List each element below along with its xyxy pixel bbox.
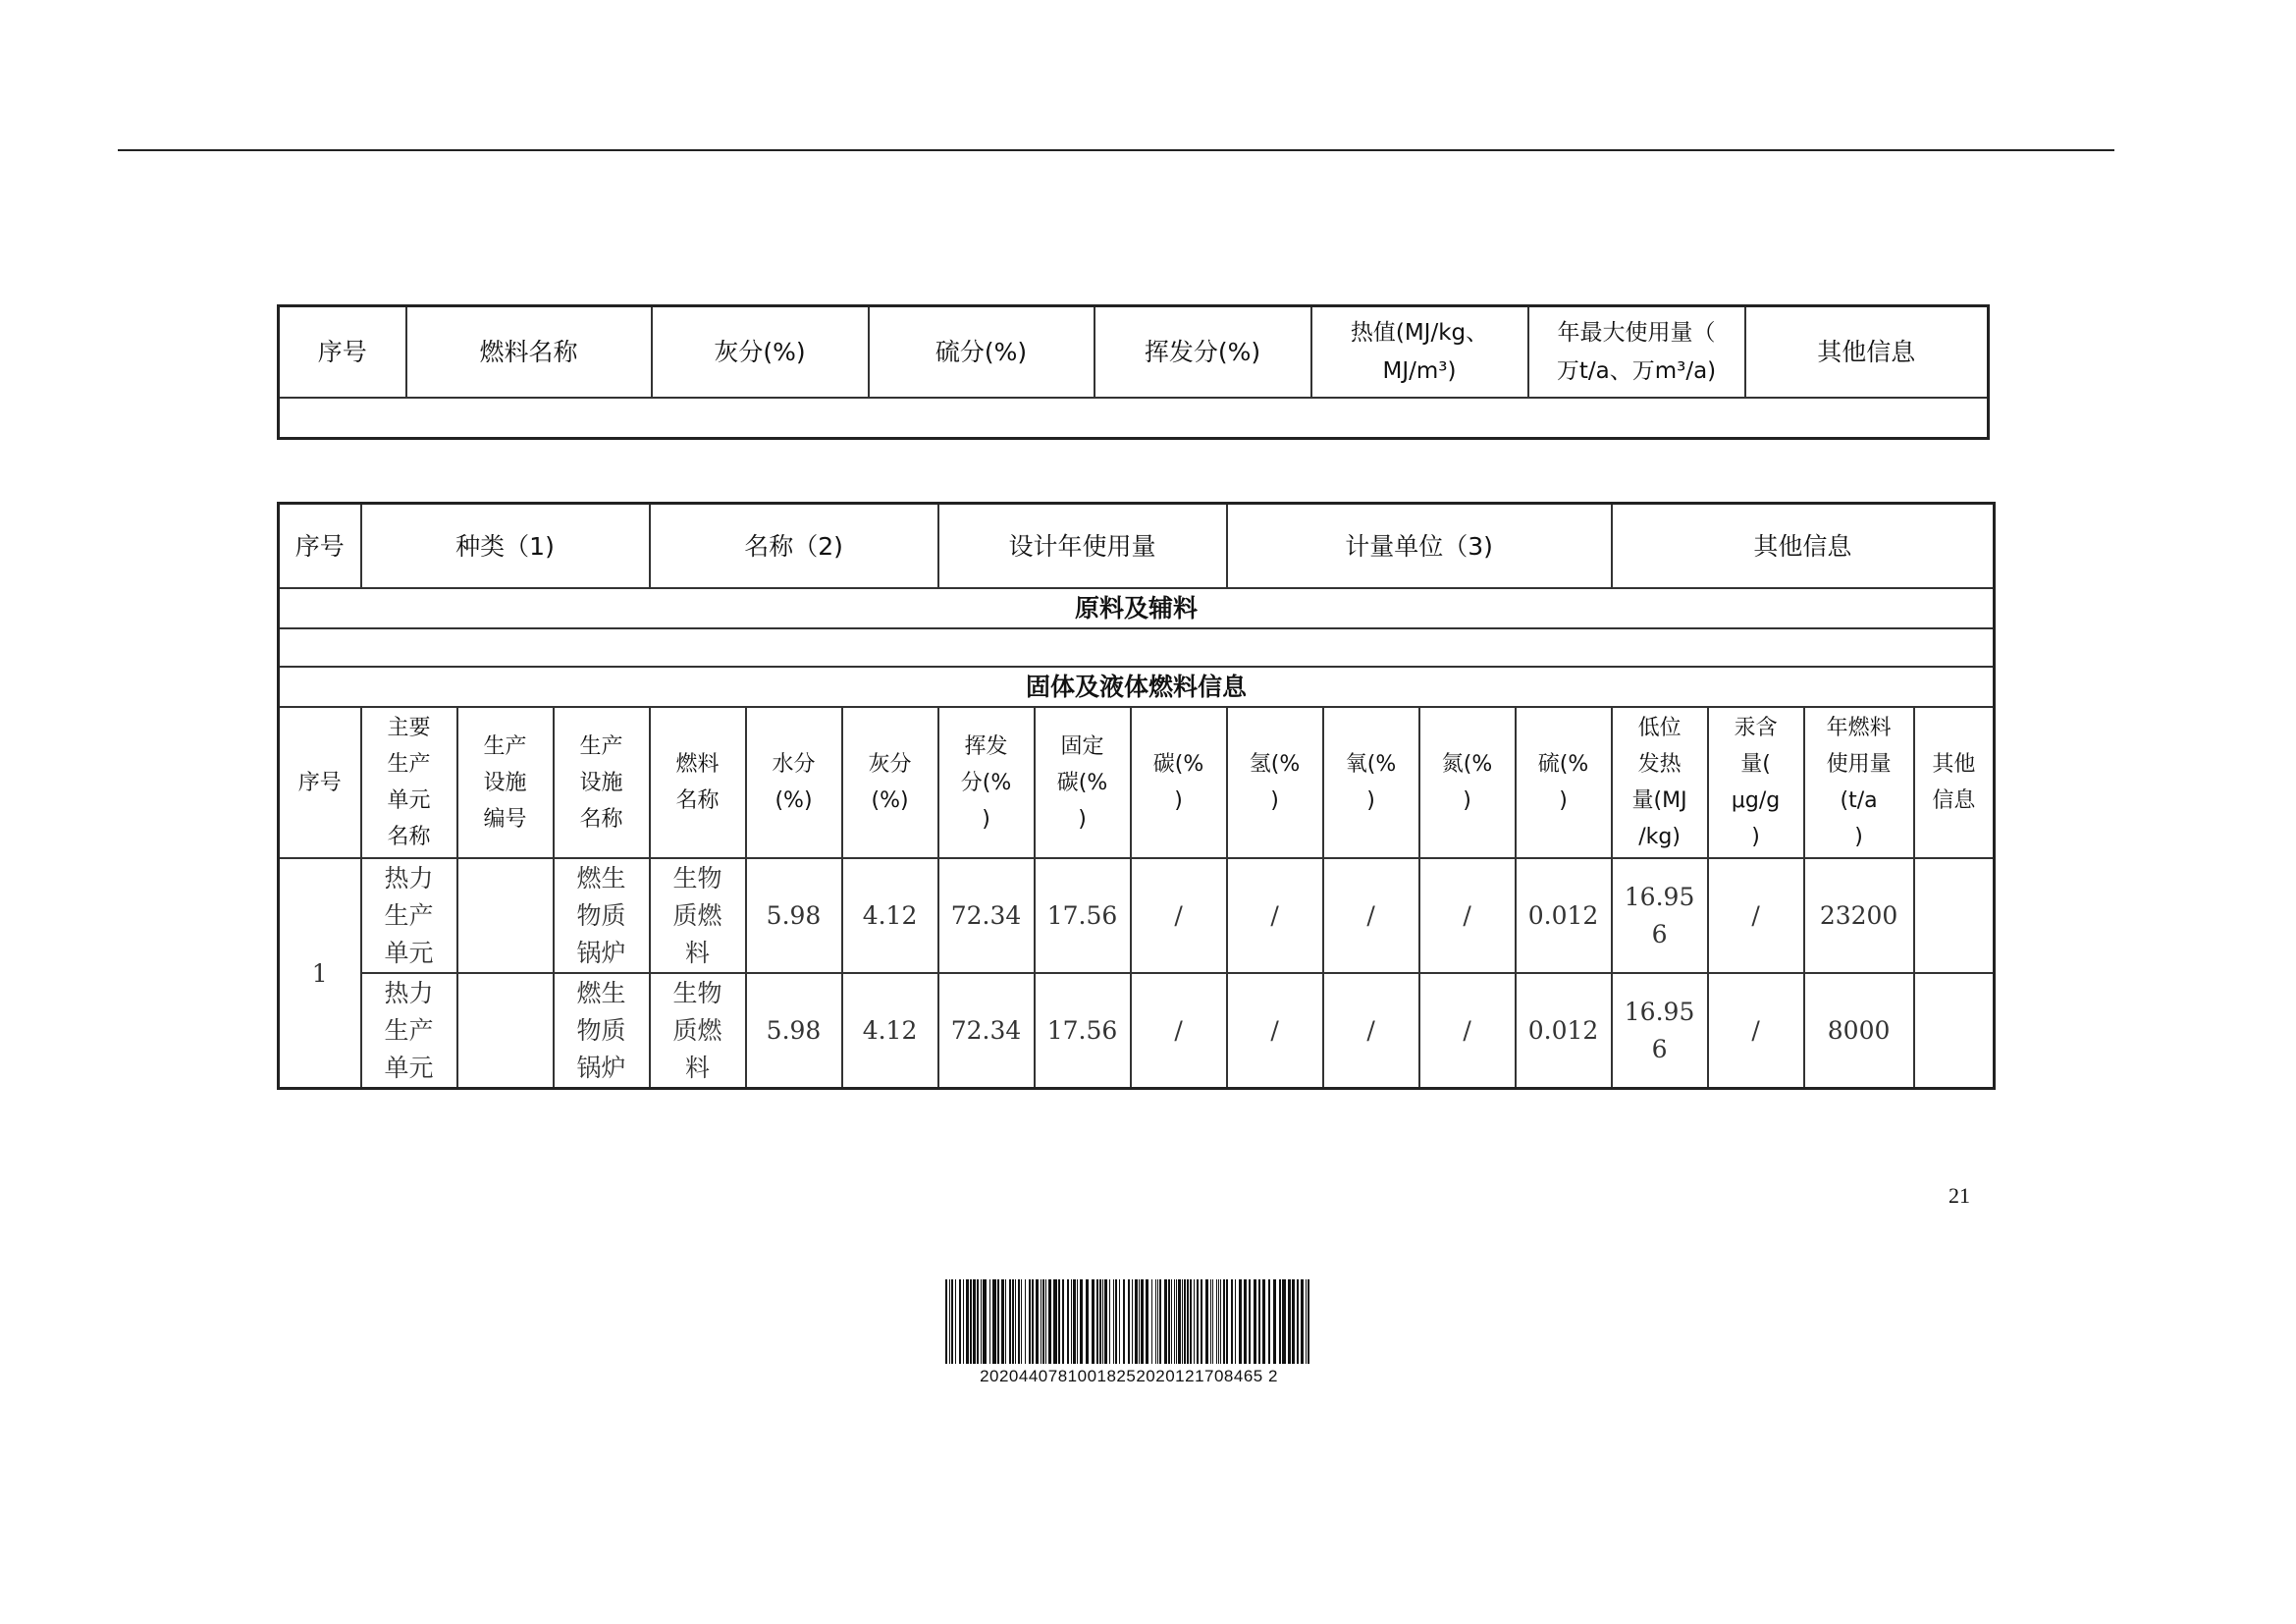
cell-annual-use: 8000 xyxy=(1804,973,1914,1089)
header-cell: 燃料名称 xyxy=(406,306,652,399)
barcode-bar xyxy=(973,1279,976,1364)
cell-moisture: 5.98 xyxy=(746,858,842,973)
header-cell: 热值(MJ/kg、 MJ/m³) xyxy=(1311,306,1528,399)
fuel-header-cell: 硫(% ) xyxy=(1516,707,1612,858)
barcode-bar xyxy=(1032,1279,1034,1364)
barcode-bar xyxy=(1012,1279,1014,1364)
cell-sulfur: 0.012 xyxy=(1516,858,1612,973)
fuel-header-cell: 灰分 (%) xyxy=(842,707,938,858)
header-cell: 设计年使用量 xyxy=(938,504,1227,589)
fuel-header-row xyxy=(279,707,1995,858)
header-cell: 年最大使用量（ 万t/a、万m³/a) xyxy=(1528,306,1745,399)
barcode-bar xyxy=(1092,1279,1095,1364)
fuel-header-cell: 低位 发热 量(MJ /kg) xyxy=(1612,707,1708,858)
barcode-bar xyxy=(1212,1279,1213,1364)
cell-nitrogen: / xyxy=(1419,973,1516,1089)
section-title-fuel: 固体及液体燃料信息 xyxy=(279,667,1995,707)
barcode-bar xyxy=(1025,1279,1026,1364)
table-header-row xyxy=(279,306,1989,399)
barcode-bar xyxy=(1201,1279,1202,1364)
table-row xyxy=(279,973,1995,1089)
barcode-bar xyxy=(1205,1279,1208,1364)
cell-fuel-name: 生物 质燃 料 xyxy=(650,858,746,973)
fuel-header-cell: 其他 信息 xyxy=(1914,707,1995,858)
barcode-bar xyxy=(1254,1279,1256,1364)
barcode-bar xyxy=(1139,1279,1140,1364)
barcode-bar xyxy=(1005,1279,1006,1364)
barcode-bar xyxy=(1216,1279,1217,1364)
barcode-bar xyxy=(1258,1279,1260,1364)
barcode-bar xyxy=(1113,1279,1114,1364)
barcode-bar xyxy=(1104,1279,1107,1364)
header-cell: 硫分(%) xyxy=(869,306,1095,399)
barcode-bar xyxy=(997,1279,999,1364)
barcode-bar xyxy=(1220,1279,1221,1364)
barcode-bar xyxy=(989,1279,990,1364)
cell-ash: 4.12 xyxy=(842,858,938,973)
cell-volatile: 72.34 xyxy=(938,973,1035,1089)
cell-hydrogen: / xyxy=(1227,973,1323,1089)
barcode-bar xyxy=(1015,1279,1016,1364)
page-number: 21 xyxy=(1949,1183,1970,1208)
raw-material-fuel-table xyxy=(277,502,1996,1090)
barcode-bar xyxy=(1262,1279,1265,1364)
fuel-header-cell: 氢(% ) xyxy=(1227,707,1323,858)
barcode-bar xyxy=(1058,1279,1060,1364)
barcode-bar xyxy=(1080,1279,1083,1364)
cell-fixed-carbon: 17.56 xyxy=(1035,858,1131,973)
barcode-bar xyxy=(1151,1279,1152,1364)
barcode-bar xyxy=(1128,1279,1130,1364)
barcode-bar xyxy=(1297,1279,1299,1364)
barcode-bar xyxy=(1045,1279,1046,1364)
table-row-empty xyxy=(279,628,1995,667)
barcode-bar xyxy=(1073,1279,1076,1364)
table-header-row xyxy=(279,504,1995,589)
barcode-bar xyxy=(1244,1279,1247,1364)
header-cell: 计量单位（3) xyxy=(1227,504,1612,589)
header-cell: 挥发分(%) xyxy=(1095,306,1311,399)
fuel-header-cell: 汞含 量( μg/g ) xyxy=(1708,707,1804,858)
barcode-bar xyxy=(1168,1279,1170,1364)
barcode-bar xyxy=(1268,1279,1270,1364)
barcode-bar xyxy=(1099,1279,1101,1364)
section-title-raw: 原料及辅料 xyxy=(279,588,1995,628)
cell-unit: 热力 生产 单元 xyxy=(361,973,457,1089)
cell-mercury: / xyxy=(1708,858,1804,973)
barcode-bar xyxy=(1009,1279,1011,1364)
table-row xyxy=(279,858,1995,973)
fuel-header-cell: 氧(% ) xyxy=(1323,707,1419,858)
barcode-bar xyxy=(1086,1279,1089,1364)
barcode-bar xyxy=(977,1279,979,1364)
cell-heat-value: 16.95 6 xyxy=(1612,973,1708,1089)
barcode-bar xyxy=(959,1279,961,1364)
header-cell: 序号 xyxy=(279,504,361,589)
barcode-bar xyxy=(1146,1279,1148,1364)
fuel-header-cell: 序号 xyxy=(279,707,361,858)
barcode-bar xyxy=(1048,1279,1051,1364)
barcode-bar xyxy=(1174,1279,1175,1364)
cell-volatile: 72.34 xyxy=(938,858,1035,973)
barcode-bar xyxy=(1194,1279,1195,1364)
barcode-bar xyxy=(1182,1279,1183,1364)
barcode-bar xyxy=(1308,1279,1309,1364)
barcode-number: 20204407810018252020121708465 2 xyxy=(980,1367,1278,1385)
cell-moisture: 5.98 xyxy=(746,973,842,1089)
cell-mercury: / xyxy=(1708,973,1804,1089)
barcode-bar xyxy=(966,1279,969,1364)
header-cell: 序号 xyxy=(279,306,406,399)
barcode-bar xyxy=(1096,1279,1098,1364)
barcode-bar xyxy=(1164,1279,1167,1364)
header-cell: 其他信息 xyxy=(1745,306,1989,399)
section-row xyxy=(279,667,1995,707)
barcode-bar xyxy=(963,1279,964,1364)
barcode-bar xyxy=(1053,1279,1057,1364)
barcode-bar xyxy=(949,1279,950,1364)
cell-other xyxy=(1914,973,1995,1089)
barcode-bar xyxy=(1132,1279,1133,1364)
barcode-bar xyxy=(1218,1279,1219,1364)
barcode-bar xyxy=(1067,1279,1069,1364)
barcode-bar xyxy=(1231,1279,1233,1364)
cell-heat-value: 16.95 6 xyxy=(1612,858,1708,973)
header-cell: 种类（1) xyxy=(361,504,650,589)
barcode-bar xyxy=(1042,1279,1044,1364)
table-row-empty xyxy=(279,398,1989,439)
header-rule xyxy=(118,149,2114,151)
cell-carbon: / xyxy=(1131,858,1227,973)
barcode-bar xyxy=(1115,1279,1117,1364)
barcode-bar xyxy=(1001,1279,1004,1364)
cell-unit: 热力 生产 单元 xyxy=(361,858,457,973)
barcode-bar xyxy=(1062,1279,1064,1364)
cell-facility-id xyxy=(457,973,554,1089)
barcode-bar xyxy=(1249,1279,1251,1364)
cell-oxygen: / xyxy=(1323,858,1419,973)
fuel-header-cell: 生产 设施 编号 xyxy=(457,707,554,858)
barcode-bar xyxy=(1159,1279,1161,1364)
barcode-bar xyxy=(1282,1279,1286,1364)
barcode-bar xyxy=(1210,1279,1211,1364)
barcode-bar xyxy=(1190,1279,1192,1364)
cell-fuel-name: 生物 质燃 料 xyxy=(650,973,746,1089)
barcode-bar xyxy=(983,1279,987,1364)
barcode-bar xyxy=(1036,1279,1039,1364)
barcode-bar xyxy=(1029,1279,1031,1364)
fuel-header-cell: 水分 (%) xyxy=(746,707,842,858)
barcode-bar xyxy=(1288,1279,1291,1364)
cell-other xyxy=(1914,858,1995,973)
barcode-bar xyxy=(1123,1279,1125,1364)
header-cell: 灰分(%) xyxy=(652,306,869,399)
barcode-bar xyxy=(992,1279,996,1364)
cell-nitrogen: / xyxy=(1419,858,1516,973)
barcode-bar xyxy=(1301,1279,1304,1364)
barcode-bar xyxy=(1077,1279,1078,1364)
barcode-bar xyxy=(1135,1279,1138,1364)
fuel-header-cell: 碳(% ) xyxy=(1131,707,1227,858)
fuel-header-cell: 挥发 分(% ) xyxy=(938,707,1035,858)
section-row xyxy=(279,588,1995,628)
barcode-bar xyxy=(1226,1279,1228,1364)
fuel-header-cell: 固定 碳(% ) xyxy=(1035,707,1131,858)
barcode-icon xyxy=(945,1279,1312,1364)
cell-facility-name: 燃生 物质 锅炉 xyxy=(554,858,650,973)
fuel-header-cell: 年燃料 使用量 (t/a ) xyxy=(1804,707,1914,858)
barcode-bar xyxy=(1171,1279,1172,1364)
barcode-bar xyxy=(1102,1279,1103,1364)
cell-hydrogen: / xyxy=(1227,858,1323,973)
barcode-bar xyxy=(1178,1279,1181,1364)
barcode-bar xyxy=(1184,1279,1186,1364)
cell-sulfur: 0.012 xyxy=(1516,973,1612,1089)
barcode-bar xyxy=(955,1279,956,1364)
barcode-bar xyxy=(1119,1279,1120,1364)
barcode-bar xyxy=(1155,1279,1156,1364)
cell-facility-id xyxy=(457,858,554,973)
cell-annual-use: 23200 xyxy=(1804,858,1914,973)
barcode-bar xyxy=(1176,1279,1177,1364)
fuel-header-cell: 燃料 名称 xyxy=(650,707,746,858)
cell-facility-name: 燃生 物质 锅炉 xyxy=(554,973,650,1089)
barcode-bar xyxy=(1187,1279,1189,1364)
barcode-bar xyxy=(1235,1279,1236,1364)
barcode-bar xyxy=(1306,1279,1307,1364)
header-cell: 其他信息 xyxy=(1612,504,1995,589)
cell-oxygen: / xyxy=(1323,973,1419,1089)
barcode-bar xyxy=(970,1279,972,1364)
cell-ash: 4.12 xyxy=(842,973,938,1089)
row-number: 1 xyxy=(279,858,361,1089)
barcode-bar xyxy=(1197,1279,1199,1364)
cell-carbon: / xyxy=(1131,973,1227,1089)
barcode-bar xyxy=(951,1279,953,1364)
barcode-bar xyxy=(1071,1279,1072,1364)
fuel-header-cell: 主要 生产 单元 名称 xyxy=(361,707,457,858)
fuel-header-cell: 氮(% ) xyxy=(1419,707,1516,858)
barcode-bar xyxy=(1279,1279,1281,1364)
barcode-bar xyxy=(1021,1279,1022,1364)
cell-fixed-carbon: 17.56 xyxy=(1035,973,1131,1089)
barcode-bar xyxy=(1292,1279,1295,1364)
fuel-header-cell: 生产 设施 名称 xyxy=(554,707,650,858)
barcode-bar xyxy=(1273,1279,1276,1364)
barcode-bar xyxy=(1157,1279,1158,1364)
barcode-bar xyxy=(1141,1279,1144,1364)
barcode-bar xyxy=(981,1279,982,1364)
barcode-bar xyxy=(1109,1279,1110,1364)
barcode-bar xyxy=(1239,1279,1242,1364)
barcode-bar xyxy=(1018,1279,1020,1364)
fuel-summary-table xyxy=(277,304,1990,440)
barcode-bar xyxy=(945,1279,947,1364)
header-cell: 名称（2) xyxy=(650,504,938,589)
barcode-bar xyxy=(1223,1279,1225,1364)
